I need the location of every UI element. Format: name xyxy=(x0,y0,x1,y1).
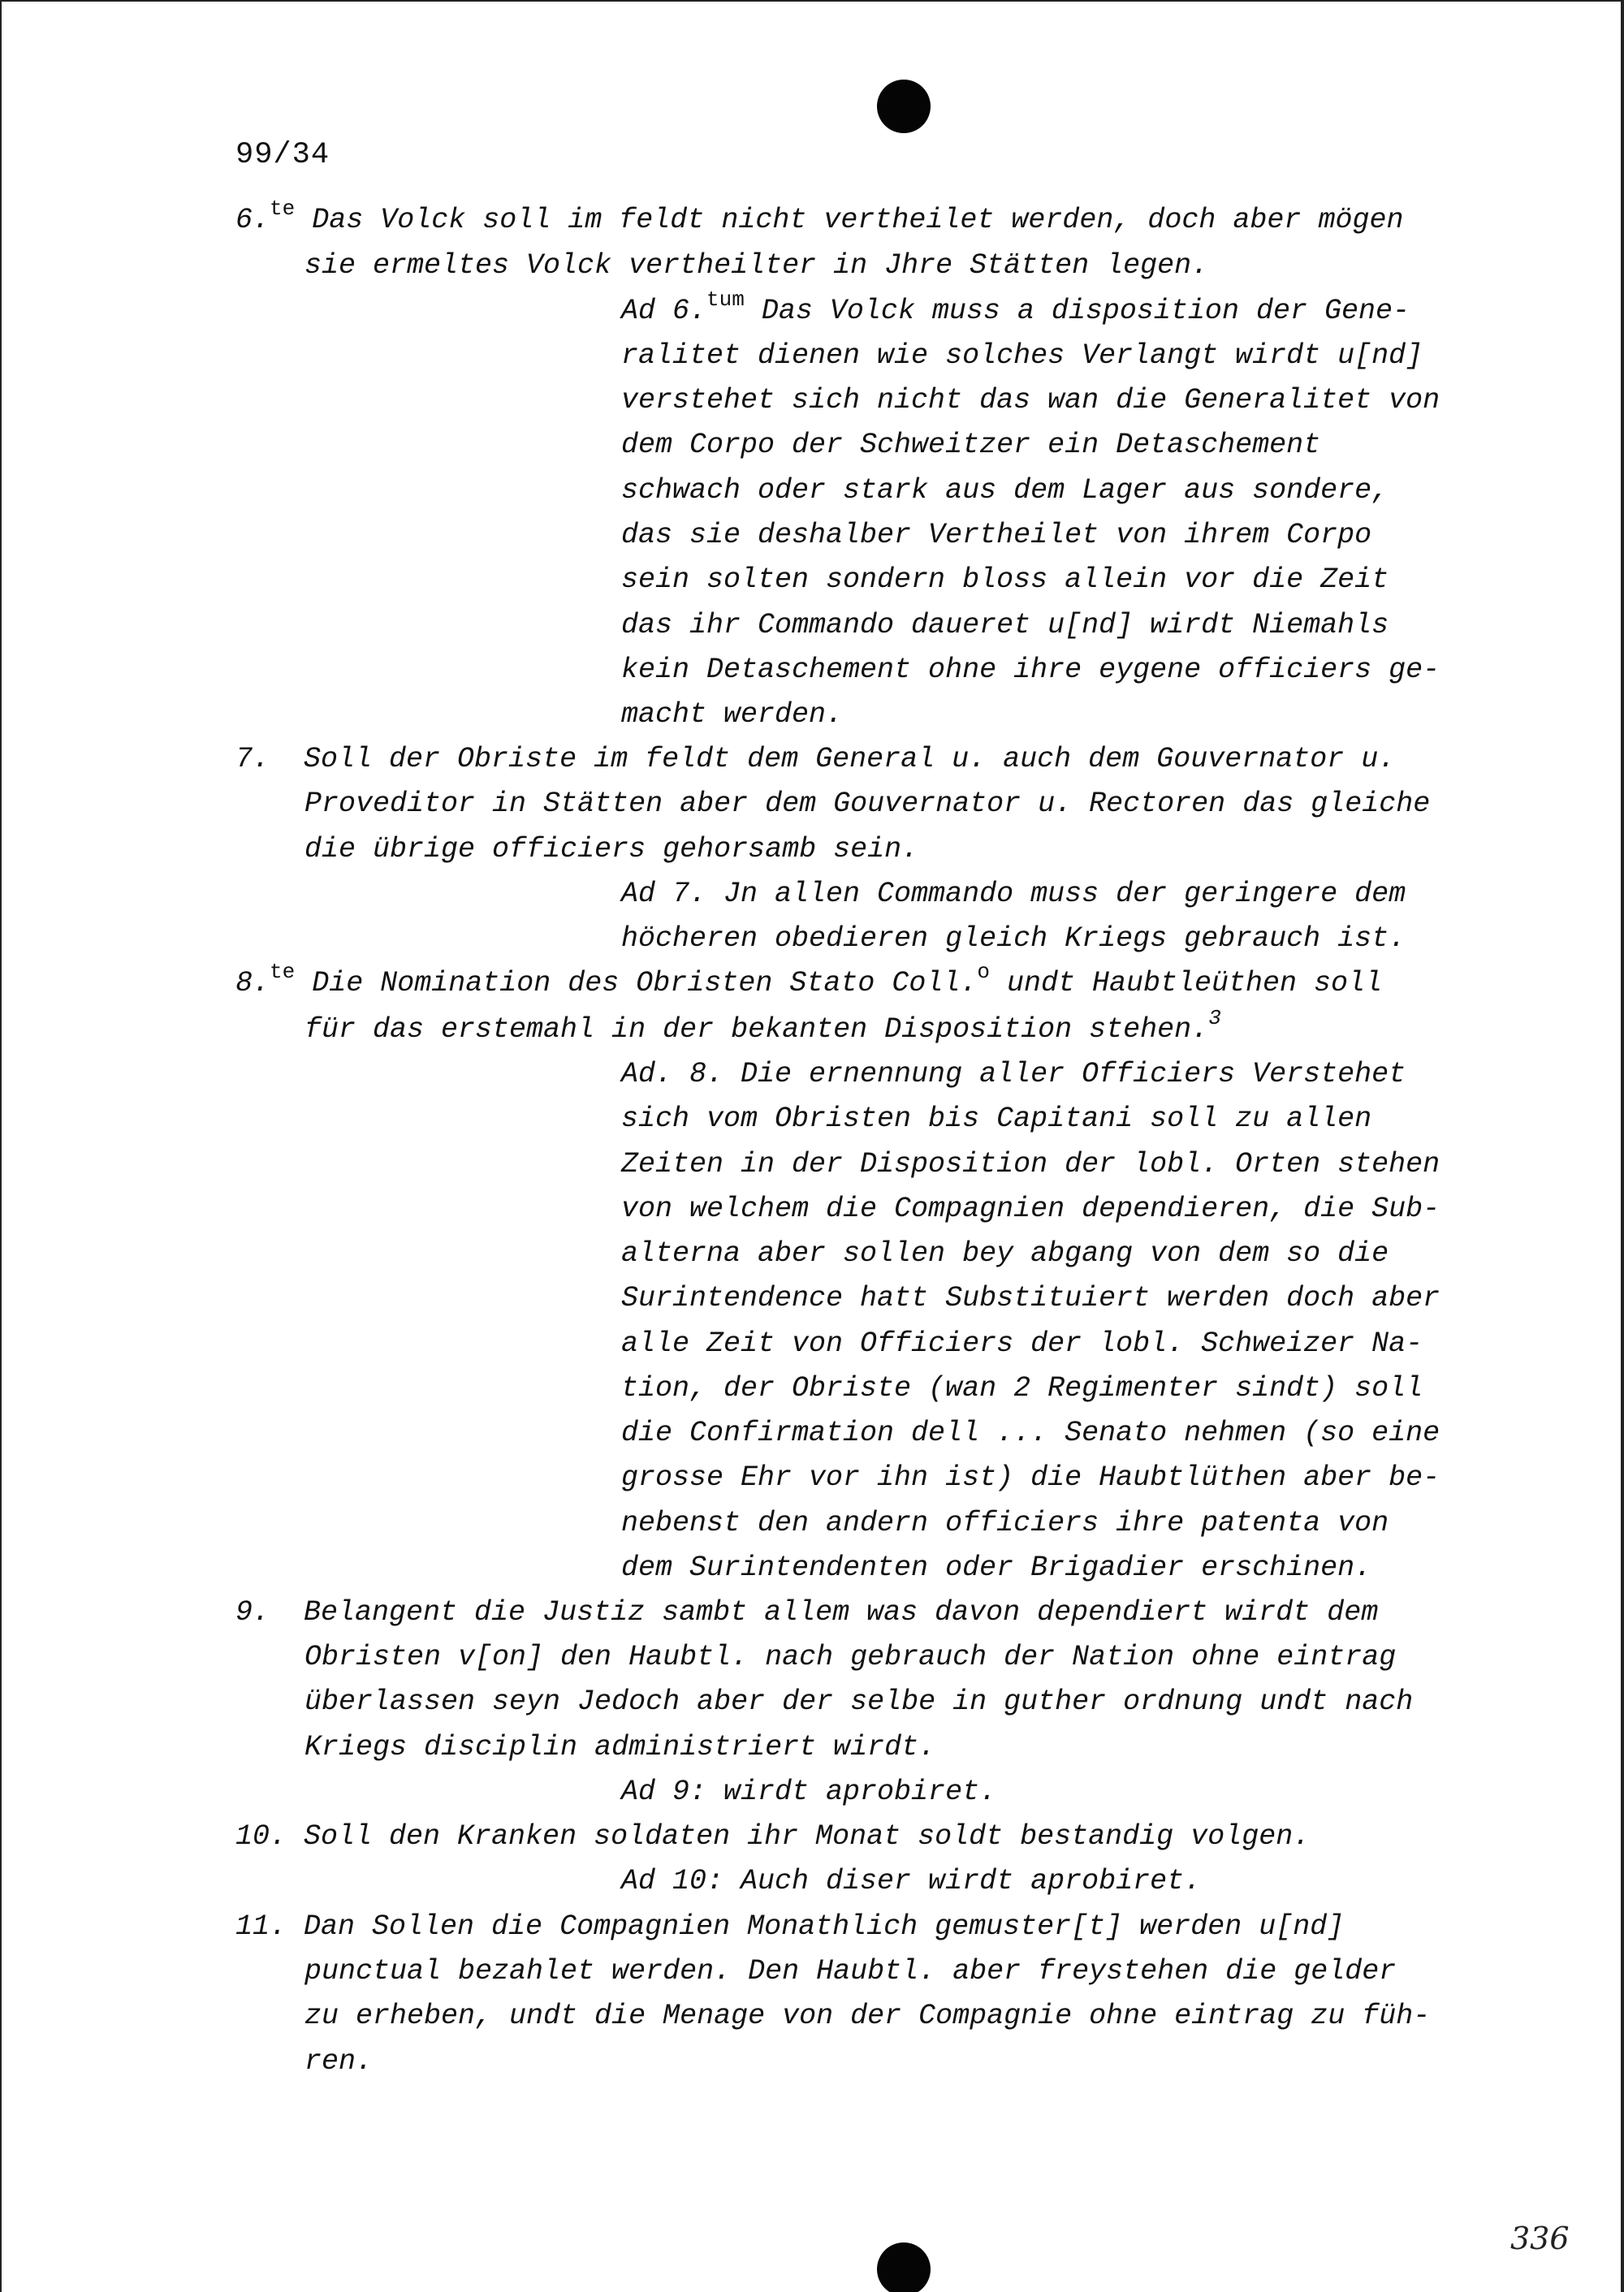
text-line: Ad 7. Jn allen Commando muss der geringere dem xyxy=(621,878,1406,910)
text-line: die Confirmation dell ... Senato nehmen (so eine xyxy=(621,1417,1440,1449)
text-line: 10. Soll den Kranken soldaten ihr Monat soldt bestandig volgen. xyxy=(235,1820,1311,1853)
text-line: tion, der Obriste (wan 2 Regimenter sindt) soll xyxy=(621,1372,1423,1405)
punch-hole-bottom xyxy=(877,2242,931,2292)
text-line: 11. Dan Sollen die Compagnien Monathlich gemuster[t] werden u[nd] xyxy=(235,1910,1345,1943)
text-line: 8.$^{te}$ Die Nomination des Obristen Stato Coll.$^o$ undt Haubtleüthen soll xyxy=(235,960,1383,999)
text-line: das sie deshalber Vertheilet von ihrem Corpo xyxy=(621,519,1372,551)
text-line: 6.$^{te}$ Das Volck soll im feldt nicht vertheilet werden, doch aber mögen xyxy=(235,196,1404,236)
text-line: Ad 10: Auch diser wirdt aprobiret. xyxy=(621,1865,1202,1897)
text-line: alterna aber sollen bey abgang von dem so die xyxy=(621,1237,1389,1270)
text-line: Proveditor in Stätten aber dem Gouvernator u. Rectoren das gleiche xyxy=(304,788,1431,820)
top-border xyxy=(0,0,1624,2)
text-line: dem Corpo der Schweitzer ein Detaschement xyxy=(621,429,1321,461)
text-line: Obristen v[on] den Haubtl. nach gebrauch der Nation ohne eintrag xyxy=(304,1641,1397,1673)
text-line: verstehet sich nicht das wan die Generalitet von xyxy=(621,384,1440,417)
text-line: macht werden. xyxy=(621,698,844,731)
text-line: schwach oder stark aus dem Lager aus sondere, xyxy=(621,474,1389,507)
text-line: grosse Ehr vor ihn ist) die Haubtlüthen aber be- xyxy=(621,1461,1440,1494)
text-line: zu erheben, undt die Menage von der Compagnie ohne eintrag zu füh- xyxy=(304,2000,1431,2032)
text-line: Zeiten in der Disposition der lobl. Orten stehen xyxy=(621,1148,1440,1181)
text-line: kein Detaschement ohne ihre eygene officiers ge- xyxy=(621,654,1440,686)
text-line: sein solten sondern bloss allein vor die Zeit xyxy=(621,563,1389,596)
text-line: punctual bezahlet werden. Den Haubtl. aber freystehen die gelder xyxy=(304,1955,1397,1988)
text-line: die übrige officiers gehorsamb sein. xyxy=(304,833,919,865)
text-line: Ad 9: wirdt aprobiret. xyxy=(621,1776,997,1808)
text-line: Ad. 8. Die ernennung aller Officiers Verstehet xyxy=(621,1058,1406,1090)
text-line: alle Zeit von Officiers der lobl. Schweizer Na- xyxy=(621,1327,1423,1360)
text-line: überlassen seyn Jedoch aber der selbe in guther ordnung undt nach xyxy=(304,1686,1414,1718)
text-line: für das erstemahl in der bekanten Disposition stehen.$^3$ xyxy=(304,1006,1221,1046)
text-line: sie ermeltes Volck vertheilter in Jhre Stätten legen. xyxy=(304,249,1209,282)
handwritten-page-number: 336 xyxy=(1510,2221,1570,2256)
punch-hole-top xyxy=(877,80,931,133)
text-line: ren. xyxy=(304,2045,374,2078)
text-line: nebenst den andern officiers ihre patenta von xyxy=(621,1507,1389,1539)
text-line: Kriegs disciplin administriert wirdt. xyxy=(304,1731,936,1763)
text-line: sich vom Obristen bis Capitani soll zu allen xyxy=(621,1103,1372,1135)
text-line: Ad 6.$^{tum}$ Das Volck muss a disposition der Gene- xyxy=(621,287,1410,327)
left-border xyxy=(0,0,2,2292)
text-line: ralitet dienen wie solches Verlangt wirdt u[nd] xyxy=(621,339,1423,372)
text-line: von welchem die Compagnien dependieren, die Sub- xyxy=(621,1193,1440,1225)
text-line: 7. Soll der Obriste im feldt dem General u. auch dem Gouvernator u. xyxy=(235,743,1396,775)
page-reference: 99/34 xyxy=(235,138,330,172)
right-border xyxy=(1621,0,1624,2292)
text-line: das ihr Commando daueret u[nd] wirdt Niemahls xyxy=(621,609,1389,641)
text-line: dem Surintendenten oder Brigadier erschinen. xyxy=(621,1552,1372,1584)
text-line: Surintendence hatt Substituiert werden doch aber xyxy=(621,1282,1440,1314)
text-line: höcheren obedieren gleich Kriegs gebrauch ist. xyxy=(621,922,1406,955)
text-line: 9. Belangent die Justiz sambt allem was davon dependiert wirdt dem xyxy=(235,1596,1379,1629)
